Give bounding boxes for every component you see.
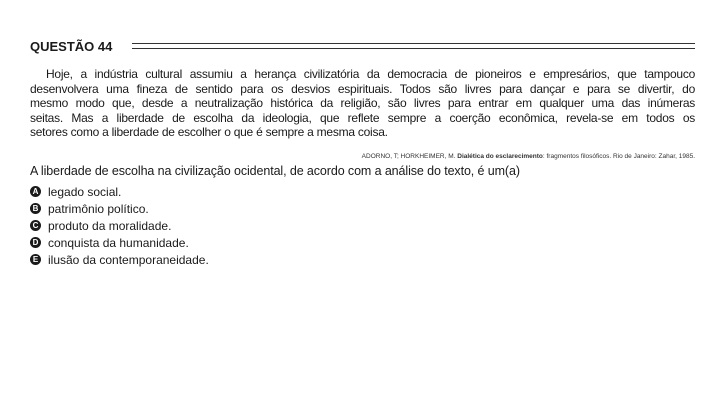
option-text: produto da moralidade.: [48, 218, 172, 233]
option-letter-icon: B: [30, 203, 41, 214]
header-rule-bottom: [132, 48, 695, 49]
option-letter-icon: D: [30, 237, 41, 248]
option-c[interactable]: [30, 217, 209, 234]
passage-line: seitas. Mas a liberdade de escolha da ideologia, que reflete sempre a coerção econômica, revela-se em todos os: [30, 110, 695, 125]
option-d[interactable]: [30, 234, 209, 251]
citation-rest: : fragmentos filosóficos. Rio de Janeiro: Zahar, 1985.: [542, 153, 695, 160]
citation-work: Dialética do esclarecimento: [457, 153, 543, 160]
passage-line: desenvolvera uma fineza de sentido para os desvios espirituais. Todos são livres para dançar e para se divertir, do: [30, 81, 695, 96]
option-text: ilusão da contemporaneidade.: [48, 252, 209, 267]
passage-line: mesmo modo que, desde a neutralização histórica da religião, são livres para entrar em qualquer uma das inúmeras: [30, 96, 695, 110]
option-letter-icon: E: [30, 254, 41, 265]
option-a[interactable]: [30, 183, 209, 200]
passage: [30, 67, 695, 140]
citation: [362, 153, 695, 160]
option-letter-icon: C: [30, 220, 41, 231]
passage-line: Hoje, a indústria cultural assumiu a herança civilizatória da democracia de pioneiros e empresários, que tampouco: [46, 67, 695, 81]
passage-line: setores como a liberdade de escolher o que é sempre a mesma coisa.: [30, 125, 388, 139]
option-text: patrimônio político.: [48, 201, 149, 216]
option-b[interactable]: [30, 200, 209, 217]
question-stem: A liberdade de escolha na civilização ocidental, de acordo com a análise do texto, é um(a): [30, 164, 520, 178]
answer-options: [30, 183, 209, 268]
header-rule-top: [132, 43, 695, 44]
option-text: legado social.: [48, 184, 122, 199]
option-letter-icon: A: [30, 186, 41, 197]
question-title: QUESTÃO 44: [30, 39, 113, 54]
option-e[interactable]: [30, 251, 209, 268]
citation-authors: ADORNO, T; HORKHEIMER, M.: [361, 153, 456, 160]
option-text: conquista da humanidade.: [48, 235, 189, 250]
